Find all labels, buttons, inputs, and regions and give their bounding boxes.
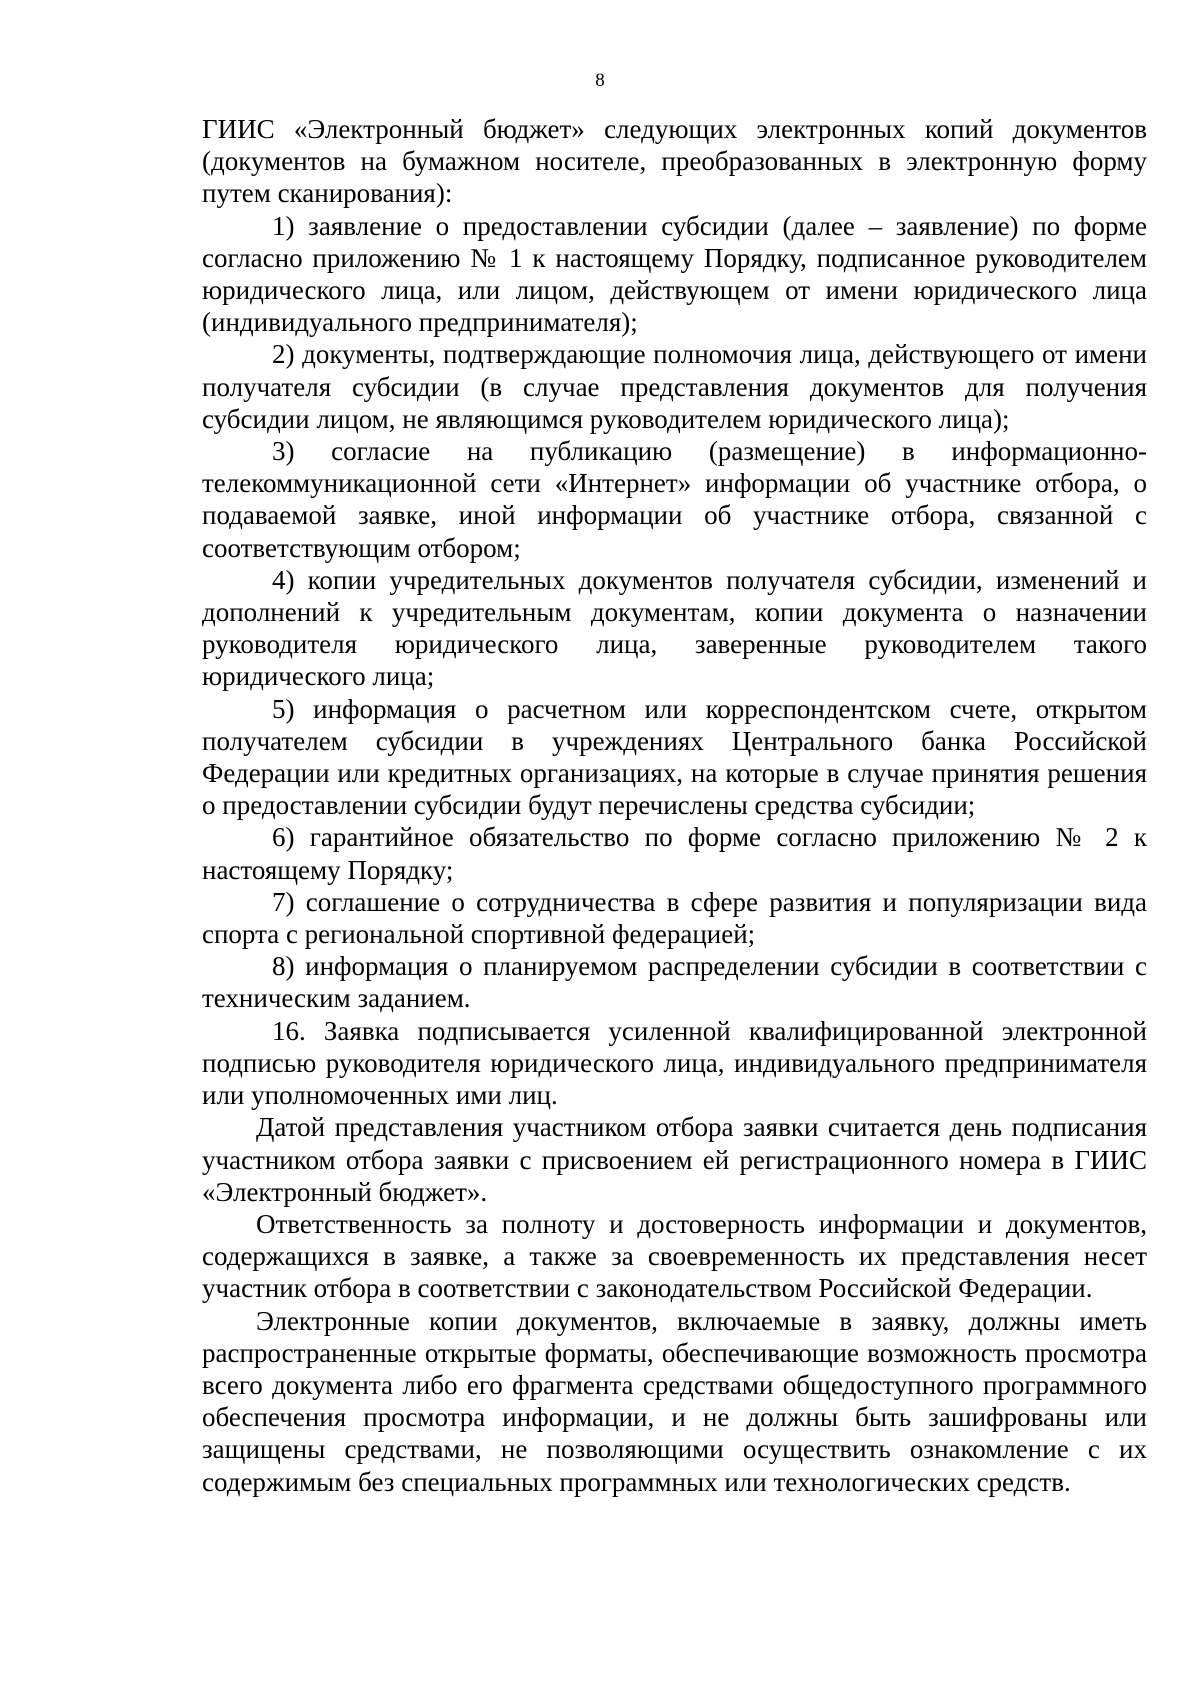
- page-number: 8: [595, 70, 605, 91]
- paragraph-responsibility: Ответственность за полноту и достоверность информации и документов, содержащихся в заявке, а также за своевременность их представления несет участник отбора в соответствии с законодательством Российской Федерации.: [202, 1208, 1147, 1304]
- list-item-8: 8) информация о планируемом распределении субсидии в соответствии с техническим заданием.: [202, 951, 1147, 1014]
- list-item-6: 6) гарантийное обязательство по форме согласно приложению № 2 к настоящему Порядку;: [202, 822, 1147, 885]
- paragraph-submission-date: Датой представления участником отбора заявки считается день подписания участником отбора заявки с присвоением ей регистрационного номера в ГИИС «Электронный бюджет».: [202, 1112, 1147, 1207]
- paragraph-continuation: ГИИС «Электронный бюджет» следующих электронных копий документов (документов на бумажном носителе, преобразованных в электронную форму путем сканирования):: [202, 114, 1147, 209]
- list-item-4: 4) копии учредительных документов получателя субсидии, изменений и дополнений к учредительным документам, копии документа о назначении руководителя юридического лица, заверенные руководителем такого юридического лица;: [202, 564, 1147, 692]
- clause-16: 16. Заявка подписывается усиленной квалифицированной электронной подписью руководителя юридического лица, индивидуального предпринимателя или уполномоченных ими лиц.: [202, 1015, 1147, 1111]
- list-item-5: 5) информация о расчетном или корреспондентском счете, открытом получателем субсидии в учреждениях Центрального банка Российской Федерации или кредитных организациях, на которые в случае принятия решения о предоставлении субсидии будут перечислены средства субсидии;: [202, 693, 1147, 821]
- document-body: [202, 113, 1147, 1498]
- list-item-1: 1) заявление о предоставлении субсидии (далее – заявление) по форме согласно приложению № 1 к настоящему Порядку, подписанное руководителем юридического лица, или лицом, действующем от имени юридического лица (индивидуального предпринимателя);: [202, 210, 1147, 338]
- list-item-3: 3) согласие на публикацию (размещение) в информационно-телекоммуникационной сети «Интернет» информации об участнике отбора, о подаваемой заявке, иной информации об участнике отбора, связанной с соответствующим отбором;: [202, 436, 1147, 563]
- list-item-2: 2) документы, подтверждающие полномочия лица, действующего от имени получателя субсидии (в случае представления документов для получения субсидии лицом, не являющимся руководителем юридического лица);: [202, 339, 1147, 434]
- paragraph-electronic-copies: Электронные копии документов, включаемые в заявку, должны иметь распространенные открытые форматы, обеспечивающие возможность просмотра всего документа либо его фрагмента средствами общедоступного программного обеспечения просмотра информации, и не должны быть зашифрованы или защищены средствами, не позволяющими осуществить ознакомление с их содержимым без специальных программных или технологических средств.: [202, 1305, 1147, 1497]
- list-item-7: 7) соглашение о сотрудничества в сфере развития и популяризации вида спорта с региональной спортивной федерацией;: [202, 886, 1147, 950]
